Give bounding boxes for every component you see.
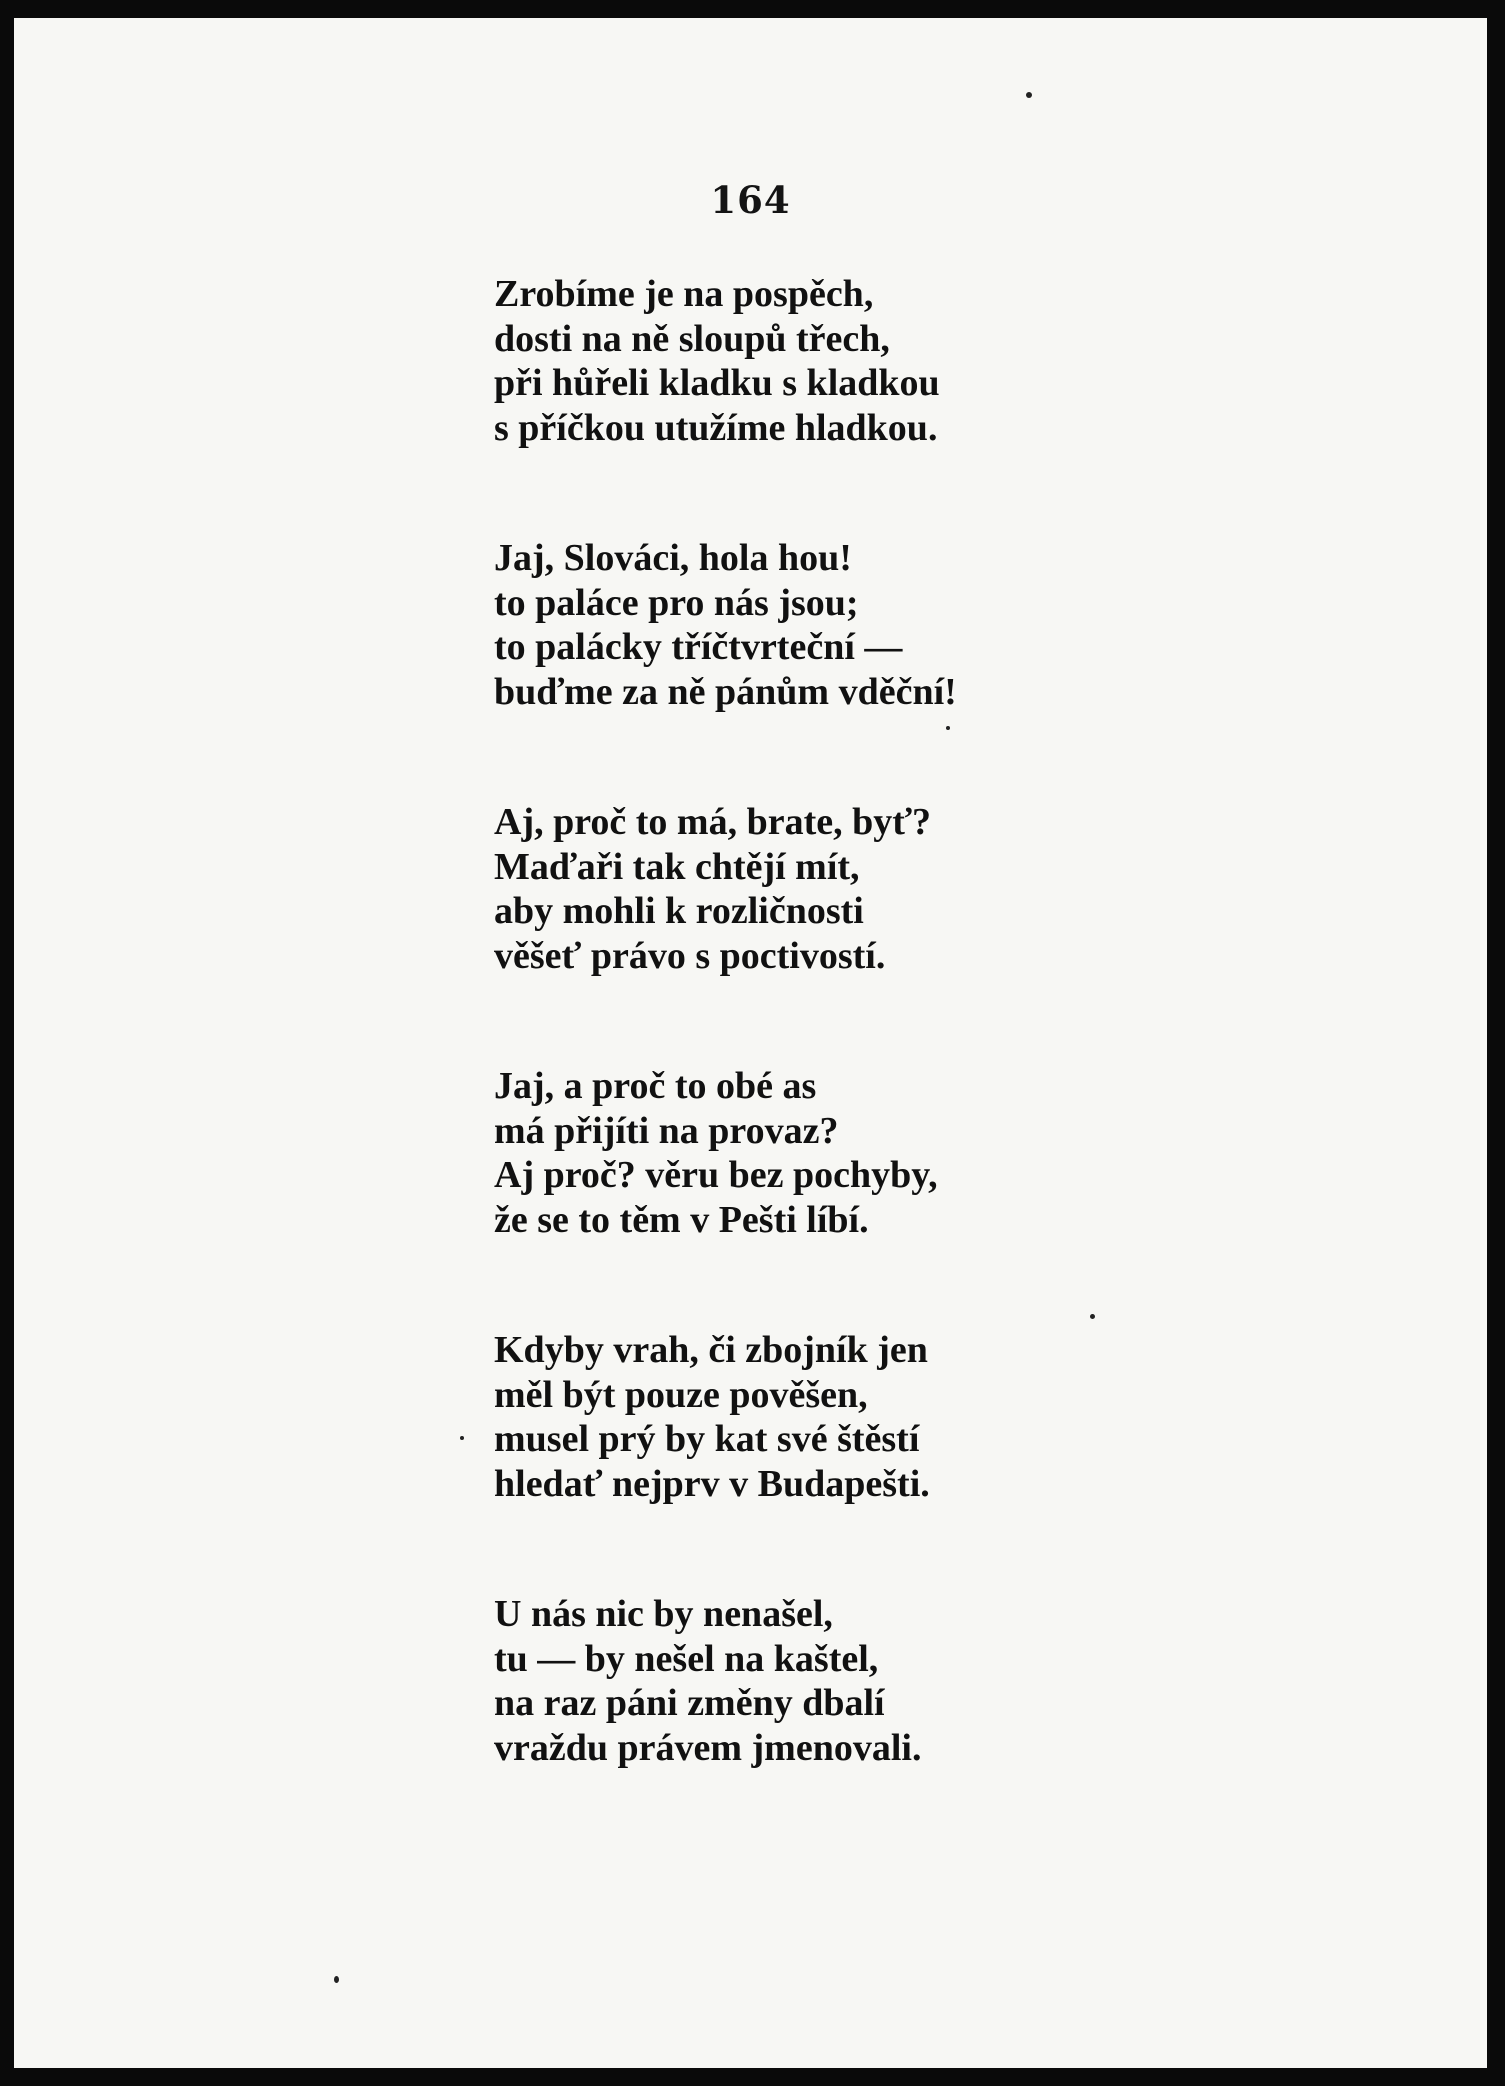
verse-line: při hůřeli kladku s kladkou (494, 362, 940, 404)
verse-line: U nás nic by nenašel, (494, 1593, 833, 1635)
verse-line: to paláce pro nás jsou; (494, 581, 859, 624)
stanza-5 (494, 1328, 1394, 1506)
verse-line: věšeť právo s poctivostí. (494, 934, 886, 977)
verse-line: to palácky tříčtvrteční — (494, 626, 903, 668)
verse-line: Zrobíme je na pospěch, (494, 273, 874, 315)
scan-speck (460, 1436, 464, 1440)
verse-line: měl být pouze pověšen, (494, 1373, 868, 1416)
verse-line: má přijíti na provaz? (494, 1109, 839, 1152)
poem (494, 272, 1394, 1856)
verse-line: Jaj, a proč to obé as (494, 1065, 817, 1107)
verse-line: Maďaři tak chtějí mít, (494, 845, 860, 888)
scan-speck (1026, 92, 1032, 98)
stanza-1 (494, 272, 1394, 450)
verse-line: dosti na ně sloupů třech, (494, 317, 890, 360)
stanza-6 (494, 1592, 1394, 1770)
stanza-4 (494, 1064, 1394, 1242)
verse-line: Aj, proč to má, brate, byť? (494, 801, 932, 843)
scan-speck (946, 726, 950, 730)
scan-speck (1090, 1314, 1095, 1319)
verse-line: musel prý by kat své štěstí (494, 1418, 920, 1460)
verse-line: tu — by nešel na kaštel, (494, 1637, 879, 1680)
verse-line: s příčkou utužíme hladkou. (494, 406, 938, 449)
stanza-3 (494, 800, 1394, 978)
verse-line: aby mohli k rozličnosti (494, 890, 864, 932)
verse-line: hledať nejprv v Budapešti. (494, 1462, 930, 1505)
stanza-2 (494, 536, 1394, 714)
page-sheet (14, 18, 1487, 2068)
verse-line: Aj proč? věru bez pochyby, (494, 1154, 938, 1196)
verse-line: vraždu právem jmenovali. (494, 1726, 922, 1769)
verse-line: buďme za ně pánům vděční! (494, 670, 957, 713)
page-number: 164 (710, 178, 791, 222)
verse-line: Kdyby vrah, či zbojník jen (494, 1329, 928, 1371)
scan-speck (334, 1976, 339, 1983)
verse-line: na raz páni změny dbalí (494, 1682, 885, 1724)
verse-line: že se to těm v Pešti líbí. (494, 1198, 869, 1241)
verse-line: Jaj, Slováci, hola hou! (494, 537, 852, 579)
